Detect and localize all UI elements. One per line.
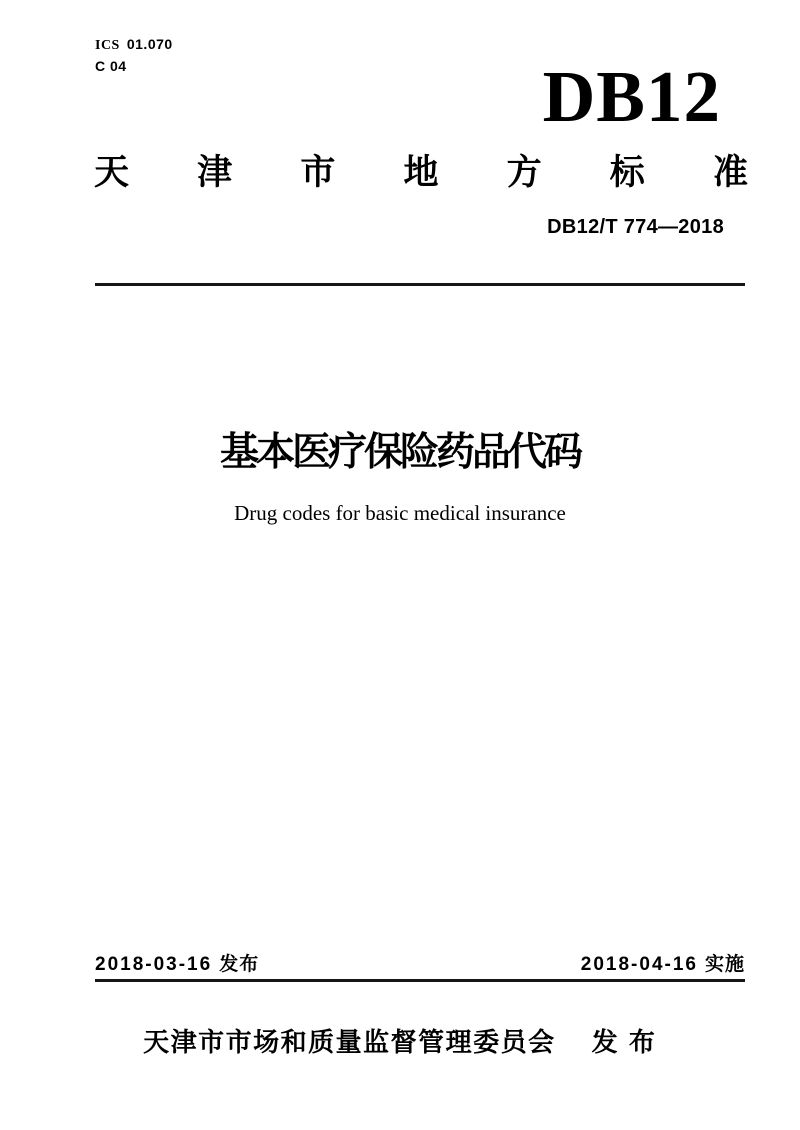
- publisher-name: 天津市市场和质量监督管理委员会: [143, 1027, 556, 1057]
- standard-type-char: 津: [197, 153, 233, 192]
- standard-type-char: 地: [403, 153, 439, 192]
- publish-label: 发 布: [591, 1027, 657, 1057]
- china-class-code: C 04: [95, 58, 127, 74]
- document-subtitle-english: Drug codes for basic medical insurance: [234, 501, 566, 525]
- publisher-row: [0, 1029, 800, 1055]
- standard-type-char: 市: [300, 153, 336, 192]
- document-title: 基本医疗保险药品代码: [219, 431, 580, 474]
- dates-row: [95, 954, 745, 977]
- standard-type-row: [94, 155, 748, 190]
- issue-date-line: [95, 954, 259, 977]
- ics-code-line: [95, 34, 173, 56]
- classification-codes: [95, 34, 173, 77]
- standard-type-char: 标: [609, 153, 645, 192]
- issue-date: 2018-03-16: [95, 954, 213, 975]
- issue-label: 发布: [219, 954, 260, 975]
- ics-value: 01.070: [126, 36, 173, 52]
- footer-divider: [95, 979, 745, 982]
- standard-type-char: 方: [506, 153, 542, 192]
- header-divider: [95, 283, 745, 286]
- implement-date-line: [581, 954, 745, 977]
- standard-type-char: 准: [712, 153, 748, 192]
- standard-type-char: 天: [94, 153, 130, 192]
- db12-masthead: DB12: [542, 56, 721, 137]
- ics-label: ICS: [95, 38, 120, 53]
- implement-date: 2018-04-16: [580, 954, 698, 975]
- implement-label: 实施: [704, 954, 745, 975]
- standard-number: DB12/T 774—2018: [547, 216, 724, 238]
